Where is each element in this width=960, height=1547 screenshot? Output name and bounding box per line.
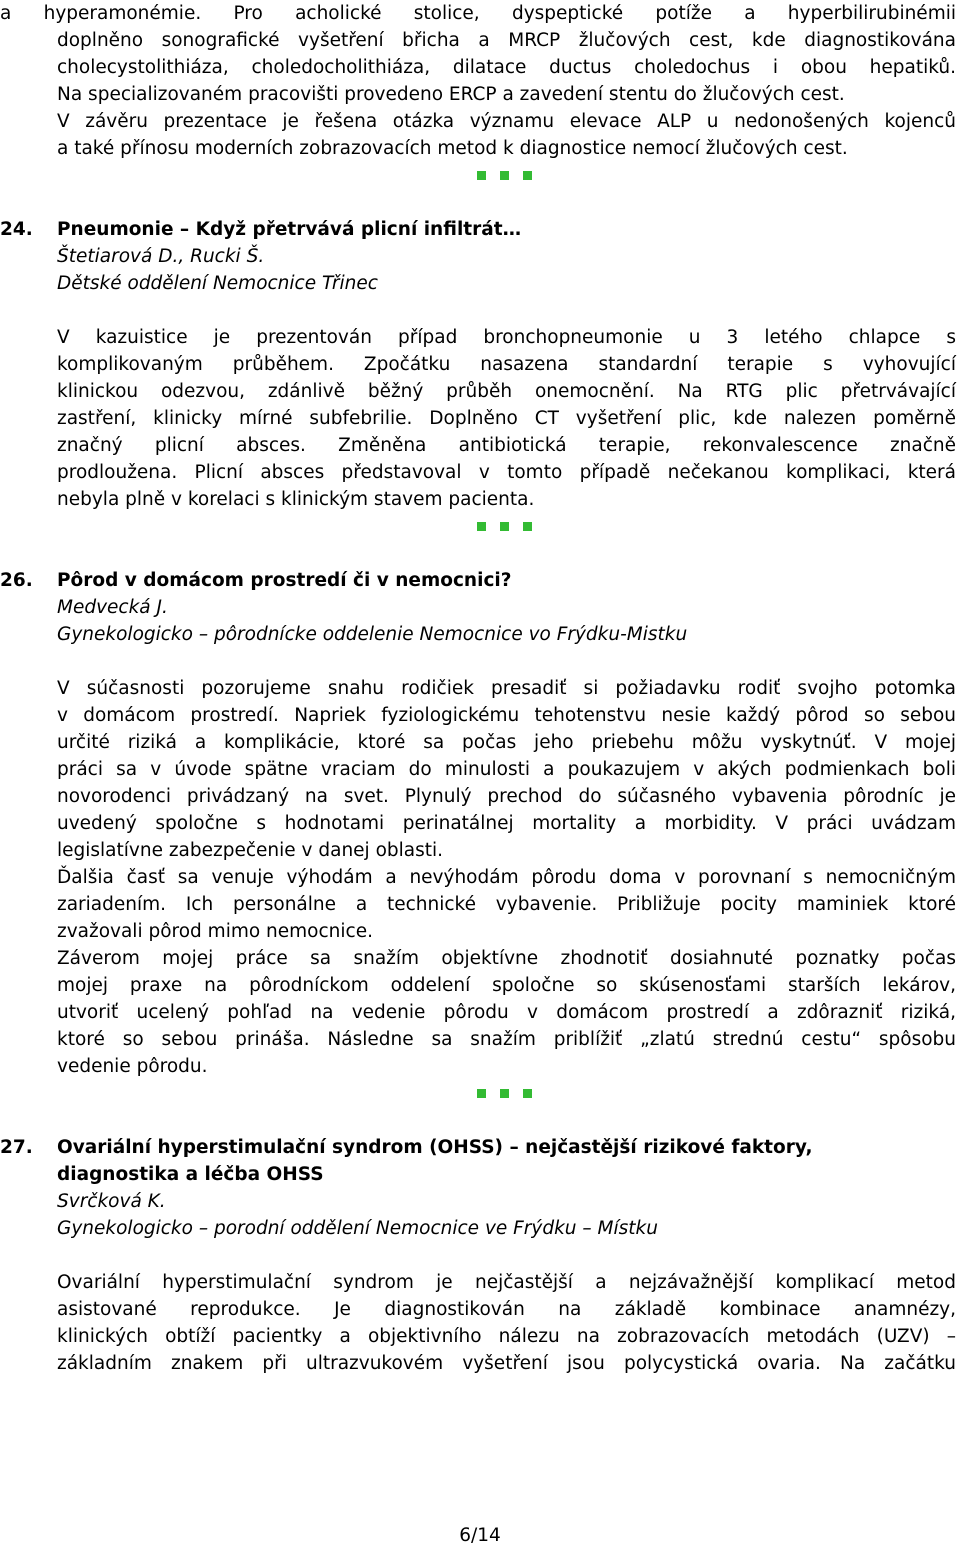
body-line: v domácom prostredí. Napriek fyziologickému tehotenstvu nesie každý pôrod so sebou — [57, 705, 956, 726]
separator-square-icon — [477, 171, 486, 180]
body-line: komplikovaným průběhem. Zpočátku nasazena standardní terapie s vyhovující — [57, 354, 956, 375]
body-line: nebyla plně v korelaci s klinickým stavem pacienta. — [57, 489, 535, 510]
intro-line: a také přínosu moderních zobrazovacích metod k diagnostice nemocí žlučových cest. — [57, 138, 848, 159]
intro-line: cholecystolithiáza, choledocholithiáza, dilatace ductus choledochus i obou hepatiků. — [57, 57, 956, 78]
body-line: uvedený spoločne s hodnotami perinatálnej mortality a morbidity. V práci uvádzam — [57, 813, 956, 834]
body-line: zastření, klinicky mírné subfebrilie. Doplněno CT vyšetření plic, kde nalezen poměrně — [57, 408, 956, 429]
section-number: 27. — [0, 1137, 33, 1158]
section-title: Pôrod v domácom prostredí či v nemocnici? — [57, 570, 512, 591]
section-title: Ovariální hyperstimulační syndrom (OHSS) – nejčastější rizikové faktory, — [57, 1137, 813, 1158]
body-line: Ovariální hyperstimulační syndrom je nejčastější a nejzávažnější komplikací metod — [57, 1272, 956, 1293]
abstract-section-24 — [0, 216, 956, 513]
separator-square-icon — [523, 171, 532, 180]
body-line: V kazuistice je prezentován případ bronchopneumonie u 3 letého chlapce s — [57, 327, 956, 348]
section-heading — [0, 1134, 956, 1161]
separator-square-icon — [523, 522, 532, 531]
section-authors: Svrčková K. — [57, 1191, 166, 1212]
section-number: 24. — [0, 219, 33, 240]
body-line: zvažovali pôrod mimo nemocnice. — [57, 921, 373, 942]
body-line: klinických obtíží pacientky a objektivního nálezu na zobrazovacích metodách (UZV) – — [57, 1326, 956, 1347]
body-line: vedenie pôrodu. — [57, 1056, 208, 1077]
body-line: určité riziká a komplikácie, ktoré sa počas jeho priebehu môžu vyskytnúť. V mojej — [57, 732, 956, 753]
section-affiliation: Gynekologicko – pôrodnícke oddelenie Nemocnice vo Frýdku-Mistku — [57, 624, 688, 645]
intro-line: V závěru prezentace je řešena otázka významu elevace ALP u nedonošených kojenců — [57, 111, 956, 132]
abstract-section-27 — [0, 1134, 956, 1377]
body-line: Ďalšia časť sa venuje výhodám a nevýhodám pôrodu doma v porovnaní s nemocničným — [57, 867, 956, 888]
separator-square-icon — [500, 1089, 509, 1098]
section-separator — [444, 162, 564, 189]
body-line: Záverom mojej práce sa snažím objektívne zhodnotiť dosiahnuté poznatky počas — [57, 948, 956, 969]
section-authors: Medvecká J. — [57, 597, 168, 618]
section-title: Pneumonie – Když přetrvává plicní infiltrát… — [57, 219, 522, 240]
body-line: zariadením. Ich personálne a technické vybavenie. Približuje pocity maminiek ktoré — [57, 894, 956, 915]
page-number: 6/14 — [459, 1525, 501, 1546]
separator-square-icon — [500, 522, 509, 531]
intro-line: doplněno sonografické vyšetření břicha a MRCP žlučových cest, kde diagnostikována — [57, 30, 956, 51]
body-line: asistované reprodukce. Je diagnostikován na základě kombinace anamnézy, — [57, 1299, 956, 1320]
section-heading — [0, 567, 956, 594]
body-line: legislatívne zabezpečenie v danej oblasti. — [57, 840, 444, 861]
section-heading — [0, 216, 956, 243]
section-separator — [444, 1080, 564, 1107]
body-line: značný plicní absces. Změněna antibiotická terapie, rekonvalescence značně — [57, 435, 956, 456]
body-line: utvoriť ucelený pohľad na vedenie pôrodu v domácom prostredí a zdôrazniť riziká, — [57, 1002, 956, 1023]
separator-square-icon — [477, 1089, 486, 1098]
section-authors: Štetiarová D., Rucki Š. — [57, 246, 265, 267]
intro-line: a hyperamonémie. Pro acholické stolice, dyspeptické potíže a hyperbilirubinémii — [0, 3, 956, 24]
body-line: mojej praxe na pôrodníckom oddelení spoločne so skúsenosťami starších lekárov, — [57, 975, 956, 996]
body-line: práci sa v úvode spätne vraciam do minulosti a poukazujem v akých podmienkach boli — [57, 759, 956, 780]
section-number: 26. — [0, 570, 33, 591]
section-separator — [444, 513, 564, 540]
section-affiliation: Dětské oddělení Nemocnice Třinec — [57, 273, 378, 294]
separator-square-icon — [477, 522, 486, 531]
section-title-continuation: diagnostika a léčba OHSS — [57, 1164, 324, 1185]
body-line: základním znakem při ultrazvukovém vyšetření jsou polycystická ovaria. Na začátku — [57, 1353, 956, 1374]
body-line: V súčasnosti pozorujeme snahu rodičiek presadiť si požiadavku rodiť svojho potomka — [57, 678, 956, 699]
abstract-section-26 — [0, 567, 956, 1080]
body-line: klinickou odezvou, zdánlivě běžný průběh onemocnění. Na RTG plic přetrvávající — [57, 381, 956, 402]
body-line: ktoré so sebou prináša. Následne sa snažím priblížiť „zlatú strednú cestu“ spôsobu — [57, 1029, 956, 1050]
body-line: novorodenci privádzaný na svet. Plynulý prechod do súčasného vybavenia pôrodníc je — [57, 786, 956, 807]
section-affiliation: Gynekologicko – porodní oddělení Nemocnice ve Frýdku – Místku — [57, 1218, 658, 1239]
intro-paragraph — [0, 0, 956, 162]
intro-line: Na specializovaném pracovišti provedeno ERCP a zavedení stentu do žlučových cest. — [57, 84, 845, 105]
body-line: prodloužena. Plicní absces představoval v tomto případě nečekanou komplikaci, která — [57, 462, 956, 483]
separator-square-icon — [500, 171, 509, 180]
separator-square-icon — [523, 1089, 532, 1098]
